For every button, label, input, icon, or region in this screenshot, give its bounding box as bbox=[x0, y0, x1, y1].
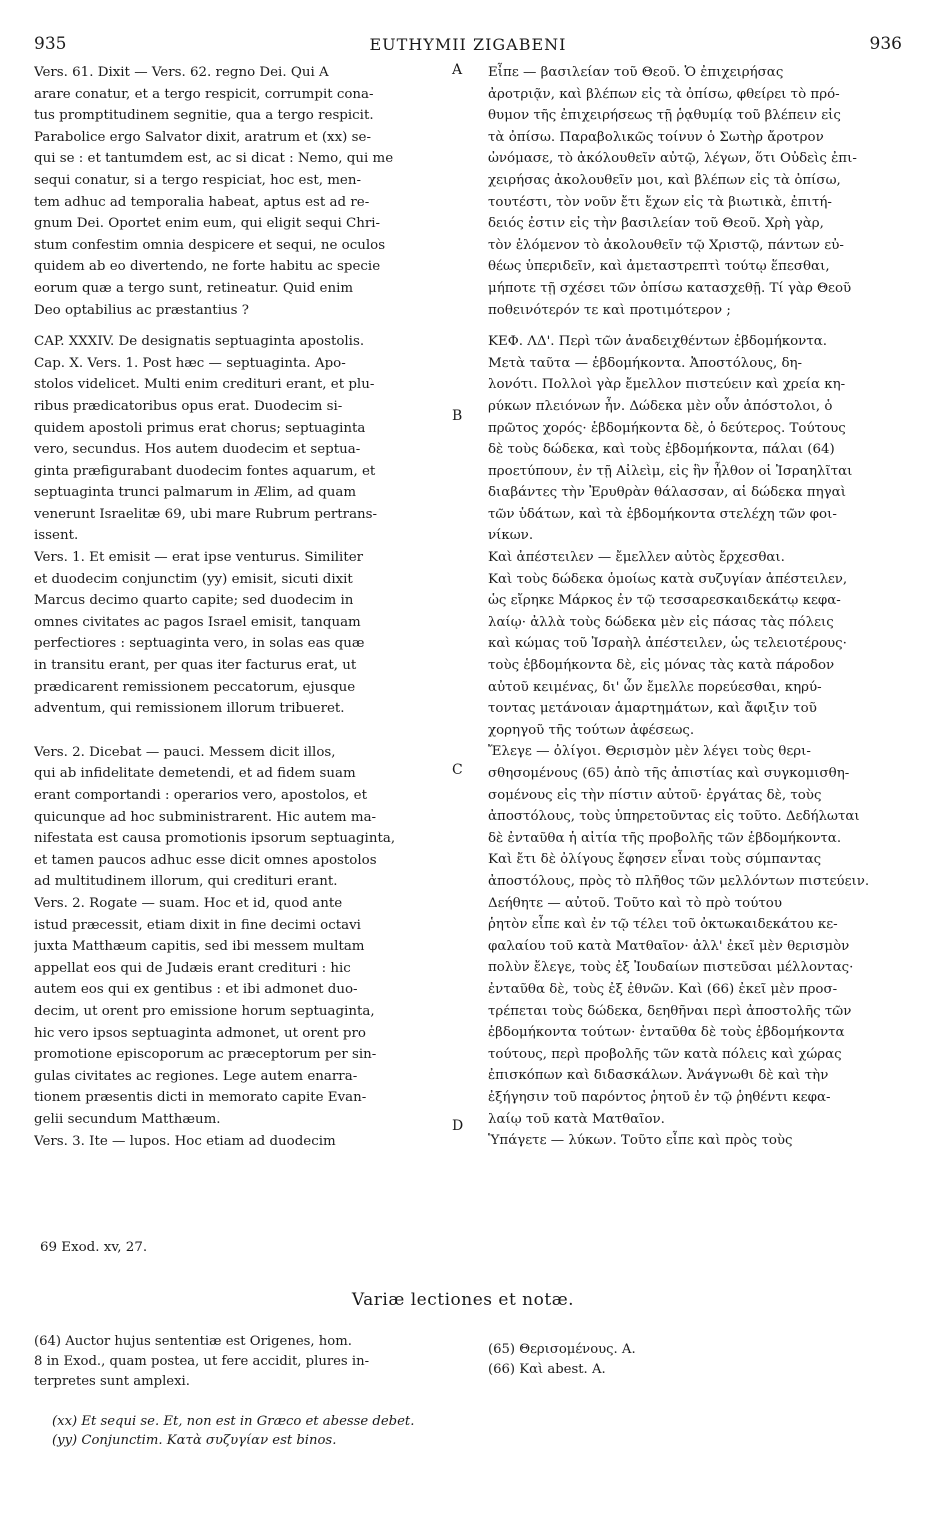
text-line: stolos videlicet. Multi enim credituri erant, et plu- bbox=[34, 377, 375, 393]
text-line: sequi conatur, si a tergo respiciat, hoc est, men- bbox=[34, 172, 362, 188]
text-line: τρέπεται τοὺς δώδεκα, δεηθῆναι περὶ ἀποστολῆς τῶν bbox=[488, 1003, 852, 1019]
text-line: Καὶ ἀπέστειλεν — ἔμελλεν αὐτὸς ἔρχεσθαι. bbox=[488, 550, 785, 566]
text-line: gnum Dei. Oportet enim eum, qui eligit sequi Chri- bbox=[34, 216, 381, 232]
text-line: Καὶ τοὺς δώδεκα ὁμοίως κατὰ συζυγίαν ἀπέστειλεν, bbox=[488, 571, 848, 587]
text-line: ἑβδομήκοντα τούτων· ἐνταῦθα δὲ τοὺς ἑβδομήκοντα bbox=[488, 1025, 845, 1041]
section-marker-c: C bbox=[452, 762, 463, 778]
text-line: πολὺν ἔλεγε, τοὺς ἐξ Ἰουδαίων πιστεῦσαι μέλλοντας· bbox=[488, 960, 854, 976]
text-line: tem adhuc ad temporalia habeat, aptus est ad re- bbox=[34, 194, 370, 210]
section-marker-a: A bbox=[452, 62, 463, 78]
text-line: σθησομένους (65) ἀπὸ τῆς ἀπιστίας καὶ συγκομισθη- bbox=[488, 766, 850, 781]
variae-lectiones-heading: Variæ lectiones et notæ. bbox=[351, 1290, 575, 1310]
text-line: Ἔλεγε — ὀλίγοι. Θερισμὸν μὲν λέγει τοὺς θερι- bbox=[488, 744, 811, 760]
text-line: vero, secundus. Hos autem duodecim et septua- bbox=[34, 442, 361, 458]
text-line: Vers. 2. Dicebat — pauci. Messem dicit illos, bbox=[34, 744, 336, 760]
text-line: θυμον τῆς ἐπιχειρήσεως τῇ ῥᾳθυμίᾳ τοῦ βλέπειν εἰς bbox=[488, 108, 841, 124]
text-line: ποθεινότερόν τε καὶ προτιμότερον ; bbox=[488, 302, 731, 318]
text-line: issent. bbox=[34, 528, 79, 544]
text-line: tus promptitudinem segnitie, qua a tergo respicit. bbox=[34, 108, 374, 124]
variant-notes-left bbox=[34, 1332, 454, 1392]
text-line: ῥητὸν εἶπε καὶ ἐν τῷ τέλει τοῦ ὀκτωκαιδεκάτου κε- bbox=[488, 917, 838, 933]
text-line: promotione episcoporum ac præceptorum per sin- bbox=[34, 1047, 377, 1063]
text-line: prædicarent remissionem peccatorum, ejusque bbox=[34, 679, 356, 695]
text-line: ἀροτριᾷν, καὶ βλέπων εἰς τὰ ὀπίσω, φθείρει τὸ πρό- bbox=[488, 86, 840, 102]
section-marker-d: D bbox=[452, 1118, 464, 1134]
text-line: nifestata est causa promotionis ipsorum septuaginta, bbox=[34, 831, 396, 847]
text-line: δειός ἐστιν εἰς τὴν βασιλείαν τοῦ Θεοῦ. Χρὴ γὰρ, bbox=[488, 216, 824, 232]
text-line: autem eos qui ex gentibus : et ibi admonet duo- bbox=[34, 982, 358, 998]
text-line: Δεήθητε — αὐτοῦ. Τοῦτο καὶ τὸ πρὸ τούτου bbox=[488, 895, 782, 911]
text-line: ἐπισκόπων καὶ διδασκάλων. Ἀνάγνωθι δὲ καὶ τὴν bbox=[488, 1068, 829, 1084]
text-line: Ὑπάγετε — λύκων. Τοῦτο εἶπε καὶ πρὸς τοὺς bbox=[488, 1133, 793, 1149]
text-line: ἐξήγησιν τοῦ παρόντος ῥητοῦ ἐν τῷ ῥηθέντι κεφα- bbox=[488, 1089, 831, 1105]
note-line: (64) Auctor hujus sententiæ est Origenes, hom. bbox=[34, 1334, 352, 1349]
text-line: septuaginta trunci palmarum in Ælim, ad quam bbox=[34, 485, 357, 501]
left-page-number: 935 bbox=[34, 34, 67, 54]
text-line: τουτέστι, τὸν νοῦν ἔτι ἔχων εἰς τὰ βιωτικὰ, ἐπιτή- bbox=[488, 194, 832, 210]
text-line: τοὺς ἑβδομήκοντα δὲ, εἰς μόνας τὰς κατὰ πάροδον bbox=[488, 658, 835, 674]
text-line: tionem præsentis dicti in memorato capite Evan- bbox=[34, 1090, 367, 1106]
text-line: ὠνόμασε, τὸ ἀκόλουθεῖν αὐτῷ, λέγων, ὅτι Οὐδεὶς ἐπι- bbox=[488, 151, 857, 167]
text-line: προετύπουν, ἐν τῇ Αἰλεὶμ, εἰς ἣν ἦλθον οἱ Ἰσραηλῖται bbox=[488, 463, 853, 479]
text-line: et tamen paucos adhuc esse dicit omnes apostolos bbox=[34, 852, 377, 868]
text-line: quicunque ad hoc subministrarent. Hic autem ma- bbox=[34, 809, 377, 825]
text-line: qui se : et tantumdem est, ac si dicat : Nemo, qui me bbox=[34, 151, 394, 167]
text-line: Εἶπε — βασιλείαν τοῦ Θεοῦ. Ὁ ἐπιχειρήσας bbox=[488, 65, 784, 80]
text-line: σομένους εἰς τὴν πίστιν αὐτοῦ· ἐργάτας δὲ, τοὺς bbox=[488, 787, 822, 803]
greek-paragraph bbox=[488, 741, 906, 892]
text-line: Deo optabilius ac præstantius ? bbox=[34, 302, 249, 318]
text-line: eorum quæ a tergo sunt, retineatur. Quid enim bbox=[34, 280, 354, 296]
text-line: Καὶ ἔτι δὲ ὀλίγους ἔφησεν εἶναι τοὺς σύμπαντας bbox=[488, 852, 822, 868]
greek-paragraph bbox=[488, 547, 906, 741]
text-line: χειρήσας ἀκολουθεῖν μοι, καὶ βλέπων εἰς τὰ ὀπίσω, bbox=[488, 172, 841, 188]
text-line: quidem apostoli primus erat chorus; septuaginta bbox=[34, 420, 366, 436]
text-line: Vers. 61. Dixit — Vers. 62. regno Dei. Qui A bbox=[34, 65, 329, 80]
text-line: φαλαίου τοῦ κατὰ Ματθαῖον· ἀλλ' ἐκεῖ μὲν θερισμὸν bbox=[488, 938, 850, 954]
text-line: qui ab infidelitate demetendi, et ad fidem suam bbox=[34, 766, 356, 782]
text-line: ἐνταῦθα δὲ, τοὺς ἐξ ἐθνῶν. Καὶ (66) ἐκεῖ μὲν προσ- bbox=[488, 981, 838, 997]
text-line: istud præcessit, etiam dixit in fine decimi octavi bbox=[34, 917, 361, 933]
variant-notes-right bbox=[488, 1340, 888, 1380]
text-line: Vers. 2. Rogate — suam. Hoc et id, quod ante bbox=[34, 895, 343, 911]
section-marker-b: B bbox=[452, 408, 463, 424]
latin-column bbox=[34, 62, 450, 1152]
note-line: 8 in Exod., quam postea, ut fere accidit, plures in- bbox=[34, 1354, 370, 1369]
text-line: in transitu erant, per quas iter facturus erat, ut bbox=[34, 658, 357, 674]
text-line: τὰ ὀπίσω. Παραβολικῶς τοίνυν ὁ Σωτὴρ ἄροτρον bbox=[488, 129, 824, 145]
chapter-heading: CAP. XXXIV. De designatis septuaginta apostolis. bbox=[34, 334, 365, 350]
text-line: decim, ut orent pro emissione horum septuaginta, bbox=[34, 1003, 375, 1019]
latin-paragraph bbox=[34, 742, 450, 893]
text-line: stum confestim omnia despicere et sequi, ne oculos bbox=[34, 237, 386, 253]
text-line: ἀποστόλους, τοὺς ὑπηρετοῦντας εἰς τοῦτο. Δεδήλωται bbox=[488, 809, 860, 825]
text-line: αὐτοῦ κειμένας, δι' ὧν ἔμελλε πορεύεσθαι, κηρύ- bbox=[488, 679, 822, 695]
text-line: juxta Matthæum capitis, sed ibi messem multam bbox=[34, 939, 365, 955]
text-line: τῶν ὑδάτων, καὶ τὰ ἑβδομήκοντα στελέχη τῶν φοι- bbox=[488, 506, 837, 522]
note-line: (yy) Conjunctim. Κατὰ συζυγίαν est binos. bbox=[52, 1433, 337, 1448]
text-line: καὶ κώμας τοῦ Ἰσραὴλ ἀπέστειλεν, ὡς τελειοτέρους· bbox=[488, 636, 847, 652]
text-line: δὲ ἐνταῦθα ἡ αἰτία τῆς προβολῆς τῶν ἑβδομήκοντα. bbox=[488, 830, 842, 846]
greek-paragraph bbox=[488, 331, 906, 547]
text-line: adventum, qui remissionem illorum tribueret. bbox=[34, 701, 345, 717]
text-line: Μετὰ ταῦτα — ἑβδομήκοντα. Ἀποστόλους, δη- bbox=[488, 355, 803, 371]
text-line: ρύκων πλειόνων ἦν. Δώδεκα μὲν οὖν ἀπόστολοι, ὁ bbox=[488, 398, 833, 414]
text-line: Vers. 1. Et emisit — erat ipse venturus. Similiter bbox=[34, 550, 364, 566]
text-line: θέως ὑπεριδεῖν, καὶ ἀμεταστρεπτὶ τούτῳ ἕπεσθαι, bbox=[488, 259, 830, 275]
text-line: quidem ab eo divertendo, ne forte habitu ac specie bbox=[34, 259, 381, 275]
text-line: ad multitudinem illorum, qui credituri erant. bbox=[34, 874, 338, 890]
text-line: Cap. X. Vers. 1. Post hæc — septuaginta. Apo- bbox=[34, 355, 346, 371]
text-line: gelii secundum Matthæum. bbox=[34, 1111, 221, 1127]
text-line: arare conatur, et a tergo respicit, corrumpit cona- bbox=[34, 86, 374, 102]
text-line: Vers. 3. Ite — lupos. Hoc etiam ad duodecim bbox=[34, 1133, 336, 1149]
text-line: gulas civitates ac regiones. Lege autem enarra- bbox=[34, 1068, 358, 1084]
text-line: μήποτε τῇ σχέσει τῶν ὀπίσω κατασχεθῇ. Τί γὰρ Θεοῦ bbox=[488, 280, 852, 296]
text-line: hic vero ipsos septuaginta admonet, ut orent pro bbox=[34, 1025, 366, 1041]
note-line: (66) Καὶ abest. A. bbox=[488, 1362, 606, 1377]
text-line: Parabolice ergo Salvator dixit, aratrum et (xx) se- bbox=[34, 129, 371, 145]
latin-paragraph bbox=[34, 547, 450, 720]
text-line: λαίῳ· ἀλλὰ τοὺς δώδεκα μὲν εἰς πάσας τὰς πόλεις bbox=[488, 614, 834, 630]
text-line: et duodecim conjunctim (yy) emisit, sicuti dixit bbox=[34, 571, 353, 587]
text-line: διαβάντες τὴν Ἐρυθρὰν θάλασσαν, αἱ δώδεκα πηγαὶ bbox=[488, 485, 846, 501]
variant-notes-bottom bbox=[52, 1412, 752, 1450]
running-header bbox=[34, 34, 902, 60]
greek-paragraph bbox=[488, 62, 906, 321]
text-line: νίκων. bbox=[488, 528, 534, 544]
text-line: perfectiores : septuaginta vero, in solas eas quæ bbox=[34, 636, 365, 652]
text-line: Marcus decimo quarto capite; sed duodecim in bbox=[34, 593, 354, 609]
text-line: τούτους, περὶ προβολῆς τῶν κατὰ πόλεις καὶ χώρας bbox=[488, 1046, 842, 1062]
text-line: erant comportandi : operarios vero, apostolos, et bbox=[34, 788, 367, 803]
text-line: δὲ τοὺς δώδεκα, καὶ τοὺς ἑβδομήκοντα, πάλαι (64) bbox=[488, 442, 835, 458]
text-line: venerunt Israelitæ 69, ubi mare Rubrum pertrans- bbox=[34, 506, 378, 522]
text-line: χορηγοῦ τῆς τούτων ἀφέσεως. bbox=[488, 722, 695, 738]
right-page-number: 936 bbox=[869, 34, 902, 54]
note-line: terpretes sunt amplexi. bbox=[34, 1374, 190, 1389]
latin-paragraph bbox=[34, 62, 450, 321]
note-line: (xx) Et sequi se. Et, non est in Græco et abesse debet. bbox=[52, 1414, 415, 1429]
text-line: λαίῳ τοῦ κατὰ Ματθαῖον. bbox=[488, 1111, 665, 1127]
text-line: πρῶτος χορός· ἑβδομήκοντα δὲ, ὁ δεύτερος. Τούτους bbox=[488, 420, 846, 436]
greek-paragraph bbox=[488, 893, 906, 1152]
text-line: τὸν ἑλόμενον τὸ ἀκολουθεῖν τῷ Χριστῷ, πάντων εὐ- bbox=[488, 237, 844, 253]
running-title: EUTHYMII ZIGABENI bbox=[369, 35, 567, 54]
text-line: ginta præfigurabant duodecim fontes aquarum, et bbox=[34, 463, 376, 479]
text-line: omnes civitates ac pagos Israel emisit, tanquam bbox=[34, 614, 361, 630]
latin-paragraph bbox=[34, 893, 450, 1152]
text-line: ἀποστόλους, πρὸς τὸ πλῆθος τῶν μελλόντων πιστεύειν. bbox=[488, 873, 870, 889]
chapter-heading: ΚΕΦ. ΛΔ'. Περὶ τῶν ἀναδειχθέντων ἑβδομήκοντα. bbox=[488, 334, 828, 350]
text-line: τοντας μετάνοιαν ἁμαρτημάτων, καὶ ἄφιξιν τοῦ bbox=[488, 701, 817, 717]
text-line: ribus prædicatoribus opus erat. Duodecim si- bbox=[34, 398, 343, 414]
text-line: appellat eos qui de Judæis erant credituri : hic bbox=[34, 960, 351, 976]
note-line: (65) Θερισομένους. A. bbox=[488, 1342, 636, 1357]
latin-paragraph bbox=[34, 331, 450, 547]
page-footnote: 69 Exod. xv, 27. bbox=[40, 1240, 148, 1255]
text-line: ὡς εἴρηκε Μάρκος ἐν τῷ τεσσαρεσκαιδεκάτῳ κεφα- bbox=[488, 593, 841, 609]
text-line: λονότι. Πολλοὶ γὰρ ἔμελλον πιστεύειν καὶ χρεία κη- bbox=[488, 377, 846, 393]
greek-column bbox=[488, 62, 906, 1152]
